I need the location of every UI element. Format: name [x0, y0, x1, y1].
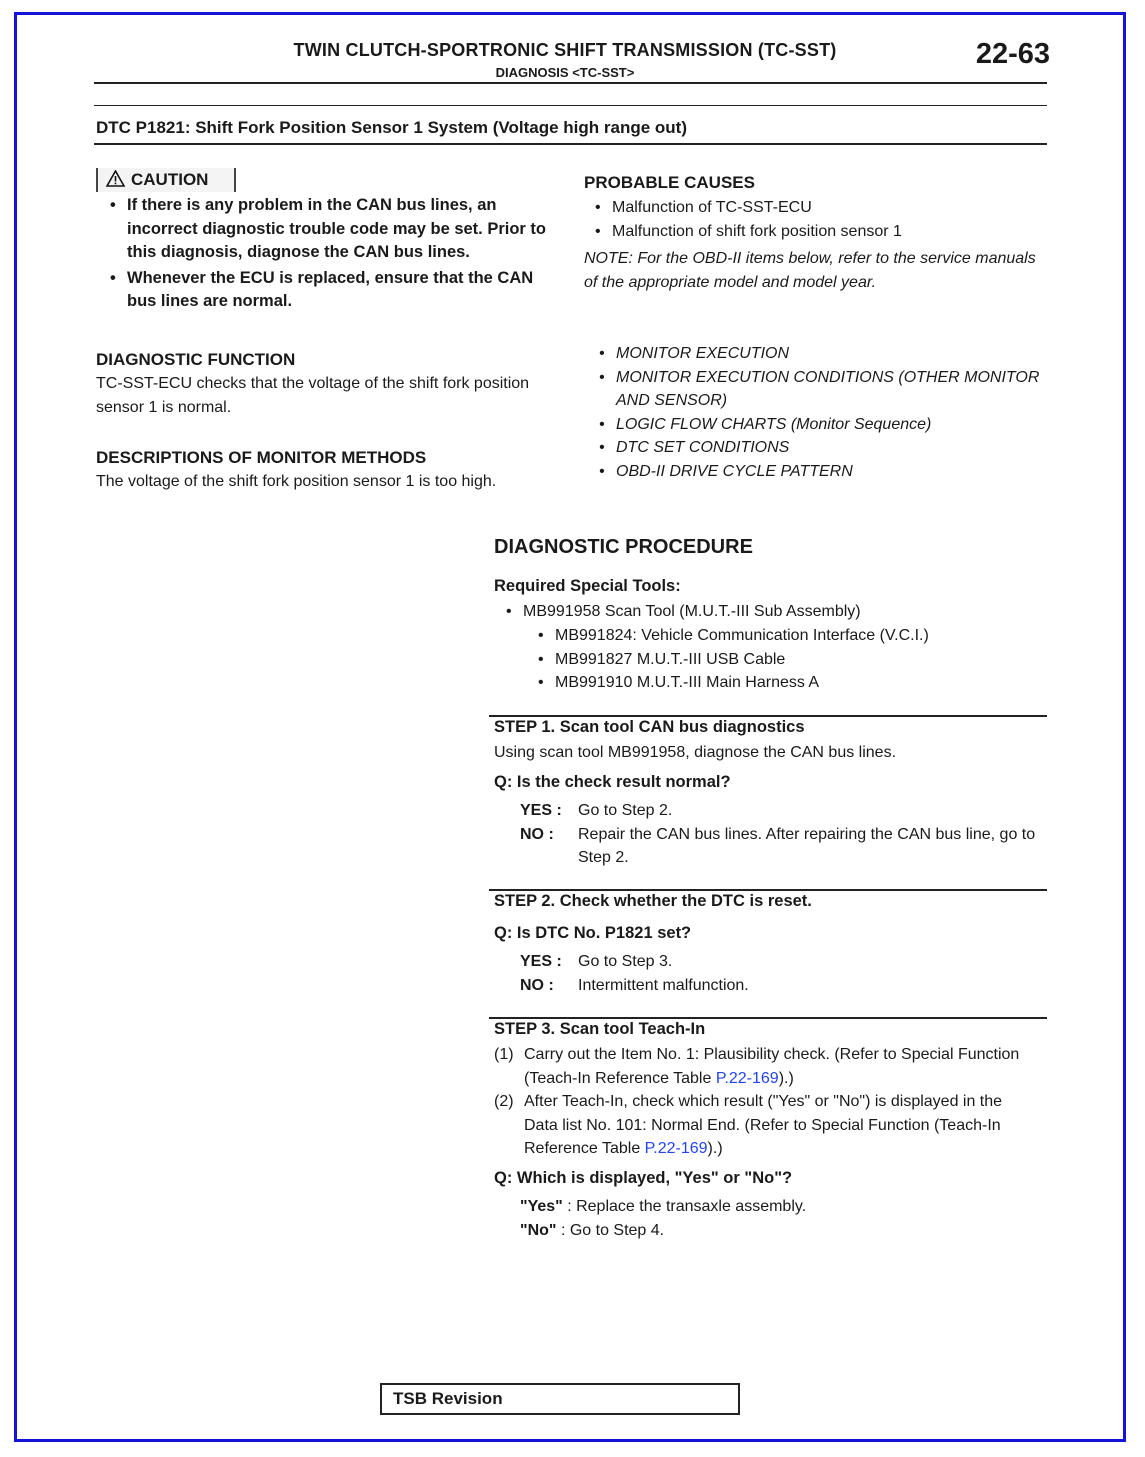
obd-items-list: [596, 342, 1046, 483]
step2-yes-text: Go to Step 3.: [578, 953, 673, 970]
monitor-methods-heading: DESCRIPTIONS OF MONITOR METHODS: [96, 448, 427, 467]
diagnostic-function-heading: DIAGNOSTIC FUNCTION: [96, 350, 296, 369]
step3-question: Q: Which is displayed, "Yes" or "No"?: [494, 1169, 793, 1187]
step1-heading: STEP 1. Scan tool CAN bus diagnostics: [494, 718, 805, 736]
step3-yes-key: "Yes": [520, 1198, 563, 1215]
warning-triangle-icon: [106, 170, 125, 187]
required-tools-heading: Required Special Tools:: [494, 577, 681, 595]
step3-item-1-text: Carry out the Item No. 1: Plausibility check. (Refer to Special Function (Teach-In Reference Table: [524, 1046, 1020, 1087]
step3-items: [494, 1043, 1039, 1161]
step2-answers: [520, 950, 1045, 997]
caution-item: • If there is any problem in the CAN bus lines, an incorrect diagnostic trouble code may be set. Prior to this diagnosis, diagnose the CAN bus lines.: [107, 194, 562, 265]
tools-sub-list: [535, 624, 1035, 695]
step2-yes-key: YES :: [520, 953, 562, 970]
reference-link[interactable]: P.22-169: [644, 1140, 708, 1157]
cause-item: • Malfunction of shift fork position sensor 1: [592, 220, 1042, 244]
step3-item-1: [494, 1043, 1039, 1090]
step3-no-key: "No": [520, 1221, 557, 1239]
reference-link[interactable]: P.22-169: [715, 1069, 779, 1087]
step3-item-2-number: (2): [494, 1093, 514, 1110]
step3-item-2-text: After Teach-In, check which result ("Yes" or "No") is displayed in the Data list No. 101: Normal End. (Refer to Special Function (Teach-In Reference Table: [524, 1093, 1003, 1157]
step2-heading: STEP 2. Check whether the DTC is reset.: [494, 892, 812, 910]
step1-question: Q: Is the check result normal?: [494, 773, 731, 791]
tool-item: • MB991958 Scan Tool (M.U.T.-III Sub Assembly): [503, 600, 1023, 624]
step1-text: Using scan tool MB991958, diagnose the CAN bus lines.: [494, 744, 897, 761]
obd-item: • MONITOR EXECUTION: [596, 342, 1046, 366]
header-subtitle: DIAGNOSIS <TC-SST>: [495, 65, 635, 80]
caution-item: • Whenever the ECU is replaced, ensure that the CAN bus lines are normal.: [107, 267, 562, 314]
tool-subitem: • MB991827 M.U.T.-III USB Cable: [535, 648, 1035, 672]
header-title: TWIN CLUTCH-SPORTRONIC SHIFT TRANSMISSION (TC-SST): [293, 40, 837, 60]
obd-item: • MONITOR EXECUTION CONDITIONS (OTHER MONITOR AND SENSOR): [596, 366, 1046, 413]
step3-heading: STEP 3. Scan tool Teach-In: [494, 1020, 706, 1038]
step1-answers: [520, 799, 1045, 870]
monitor-methods-text: The voltage of the shift fork position sensor 1 is too high.: [96, 473, 497, 490]
step2-no-text: Intermittent malfunction.: [578, 976, 749, 994]
step2-rule: [489, 889, 1047, 891]
step1-no-key: NO :: [520, 825, 554, 843]
step2-no-key: NO :: [520, 976, 554, 994]
step1-yes-key: YES :: [520, 802, 562, 819]
step3-item-2: [494, 1090, 1039, 1161]
header-rule: [94, 82, 1047, 84]
step3-answers: [520, 1195, 1045, 1242]
obd-item: • OBD-II DRIVE CYCLE PATTERN: [596, 460, 1046, 484]
tool-subitem: • MB991910 M.U.T.-III Main Harness A: [535, 671, 1035, 695]
probable-causes-heading: PROBABLE CAUSES: [584, 173, 755, 192]
page-number: 22-63: [975, 38, 1050, 70]
step1-no-text: Repair the CAN bus lines. After repairing the CAN bus line, go to Step 2.: [578, 825, 1036, 866]
step3-yes-text: : Replace the transaxle assembly.: [562, 1198, 807, 1215]
step3-no-text: : Go to Step 4.: [556, 1221, 665, 1239]
step2-question: Q: Is DTC No. P1821 set?: [494, 924, 692, 942]
dtc-title: DTC P1821: Shift Fork Position Sensor 1 System (Voltage high range out): [96, 118, 687, 137]
diagnostic-function-text: TC-SST-ECU checks that the voltage of the shift fork position sensor 1 is normal.: [96, 375, 530, 416]
caution-list: [107, 194, 562, 316]
tool-subitem: • MB991824: Vehicle Communication Interface (V.C.I.): [535, 624, 1035, 648]
title-bottom-rule: [94, 143, 1047, 145]
step3-item-2-tail: ).): [707, 1140, 723, 1157]
cause-item: • Malfunction of TC-SST-ECU: [592, 196, 1042, 220]
diagnostic-procedure-heading: DIAGNOSTIC PROCEDURE: [494, 536, 753, 558]
step3-rule: [489, 1017, 1047, 1019]
obd-item: • LOGIC FLOW CHARTS (Monitor Sequence): [596, 413, 1046, 437]
caution-label: [96, 168, 236, 192]
step3-item-1-tail: ).): [778, 1069, 794, 1087]
tools-main-list: [503, 600, 1023, 624]
tsb-revision-box: TSB Revision: [380, 1383, 740, 1415]
obd-item: • DTC SET CONDITIONS: [596, 436, 1046, 460]
title-top-rule: [94, 105, 1047, 106]
caution-label-text: CAUTION: [131, 170, 209, 189]
step1-rule: [489, 715, 1047, 717]
obd-note: NOTE: For the OBD-II items below, refer to the service manuals of the appropriate model and model year.: [584, 250, 1036, 291]
step3-item-1-number: (1): [494, 1046, 514, 1063]
step1-yes-text: Go to Step 2.: [578, 802, 673, 819]
probable-causes-list: [592, 196, 1042, 243]
